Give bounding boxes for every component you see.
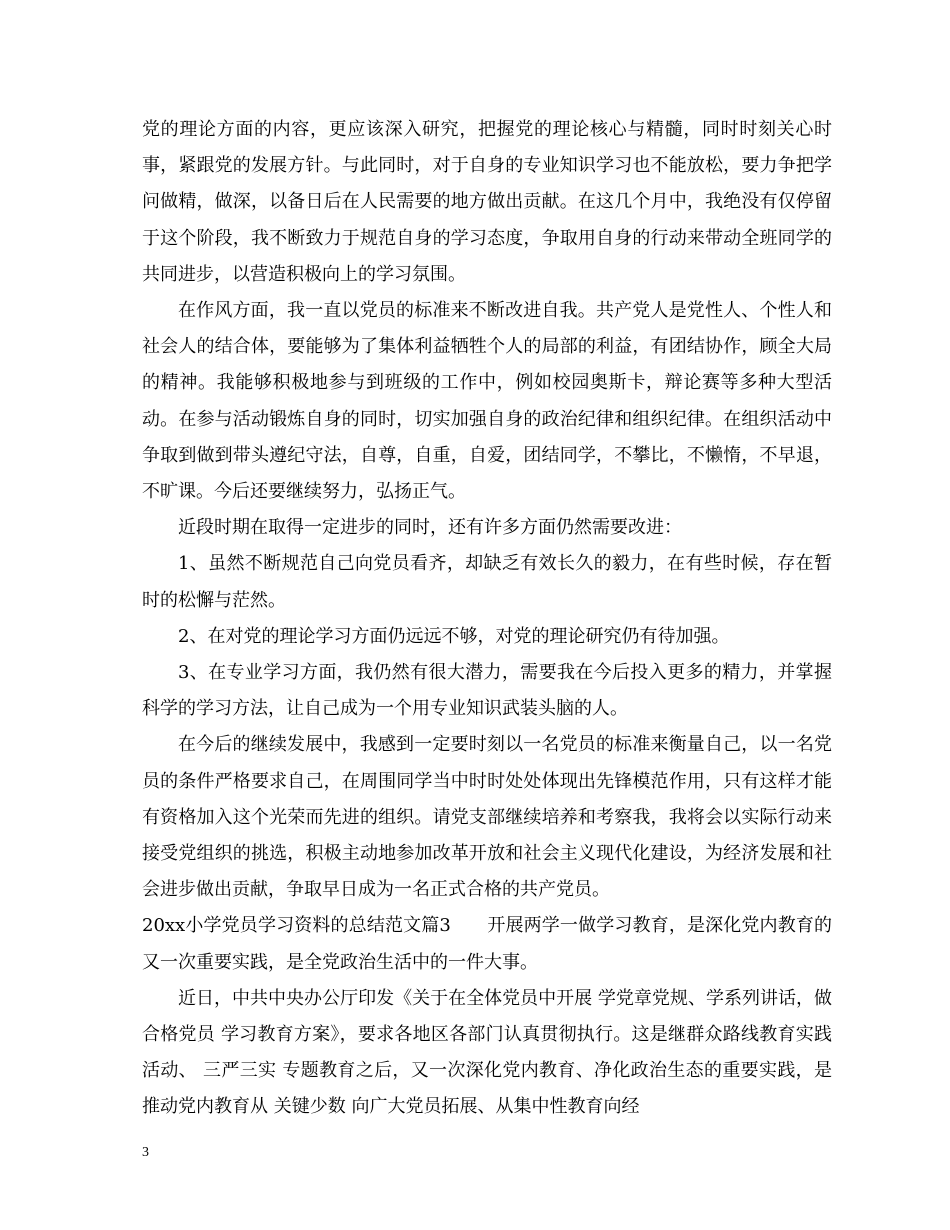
- paragraph-7: 在今后的继续发展中，我感到一定要时刻以一名党员的标准来衡量自己，以一名党员的条件严格要求自己，在周围同学当中时时处处体现出先锋模范作用，只有这样才能有资格加入这个光荣而先进的组织。请党支部继续培养和考察我，我将会以实际行动来接受党组织的挑选，积极主动地参加改革开放和社会主义现代化建设，为经济发展和社会进步做出贡献，争取早日成为一名正式合格的共产党员。: [142, 734, 832, 901]
- page-number: 3: [142, 1145, 149, 1160]
- paragraph-2: 在作风方面，我一直以党员的标准来不断改进自我。共产党人是党性人、个性人和社会人的结合体，要能够为了集体利益牺牲个人的局部的利益，有团结协作，顾全大局的精神。我能够积极地参与到班级的工作中，例如校园奥斯卡，辩论赛等多种大型活动。在参与活动锻炼自身的同时，切实加强自身的政治纪律和组织纪律。在组织活动中争取到做到带头遵纪守法，自尊，自重，自爱，团结同学，不攀比，不懒惰，不早退，不旷课。今后还要继续努力，弘扬正气。: [142, 300, 832, 503]
- paragraph-1: 党的理论方面的内容，更应该深入研究，把握党的理论核心与精髓，同时时刻关心时事，紧跟党的发展方针。与此同时，对于自身的专业知识学习也不能放松，要力争把学问做精，做深，以备日后在人民需要的地方做出贡献。在这几个月中，我绝没有仅停留于这个阶段，我不断致力于规范自身的学习态度，争取用自身的行动来带动全班同学的共同进步，以营造积极向上的学习氛围。: [142, 119, 832, 285]
- paragraph-4: 1、虽然不断规范自己向党员看齐，却缺乏有效长久的毅力，在有些时候，存在暂时的松懈与茫然。: [142, 553, 832, 611]
- paragraph-9: 近日，中共中央办公厅印发《关于在全体党员中开展 学党章党规、学系列讲话，做合格党员 学习教育方案》，要求各地区各部门认真贯彻执行。这是继群众路线教育实践活动、 三严三实 专题教育之后，又一次深化党内教育、净化政治生态的重要实践，是推动党内教育从 关键少数 向广大党员拓展、从集中性教育向经: [142, 987, 832, 1118]
- paragraph-6: 3、在专业学习方面，我仍然有很大潜力，需要我在今后投入更多的精力，并掌握科学的学习方法，让自己成为一个用专业知识武装头脑的人。: [142, 662, 832, 720]
- section-heading-paragraph: 20xx小学党员学习资料的总结范文篇3 开展两学一做学习教育，是深化党内教育的又一次重要实践，是全党政治生活中的一件大事。: [142, 915, 832, 973]
- paragraph-5: 2、在对党的理论学习方面仍远远不够，对党的理论研究仍有待加强。: [178, 625, 730, 647]
- paragraph-3: 近段时期在取得一定进步的同时，还有许多方面仍然需要改进：: [178, 517, 682, 539]
- document-body: [142, 112, 832, 1126]
